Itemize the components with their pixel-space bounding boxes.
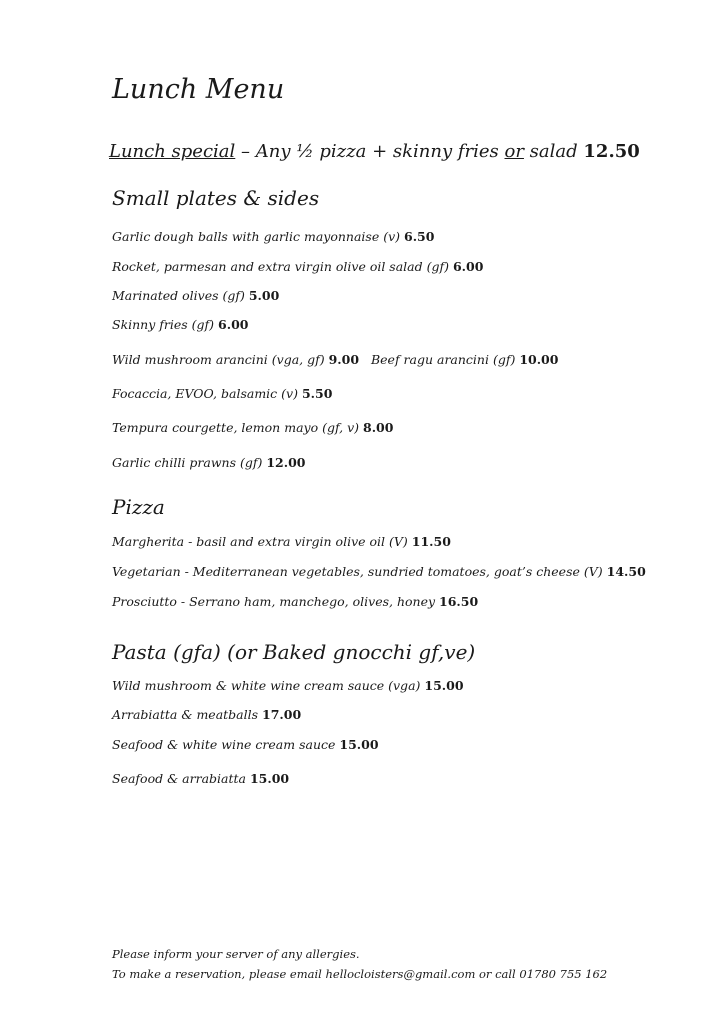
item-price: 11.50 (411, 534, 451, 549)
menu-item (112, 771, 289, 786)
section-heading-pasta: Pasta (gfa) (or Baked gnocchi gf,ve) (112, 640, 476, 664)
item-price: 6.50 (404, 229, 435, 244)
item-price: 16.50 (439, 594, 479, 609)
item-price: 15.00 (339, 737, 379, 752)
item-price: 6.00 (218, 317, 249, 332)
menu-item (112, 259, 483, 274)
lunch-special-rest: salad (523, 141, 584, 162)
item-price: 15.00 (424, 678, 464, 693)
item-name: Focaccia, EVOO, balsamic (v) (112, 386, 302, 401)
item-price: 9.00 (328, 352, 360, 367)
footer-allergy-note: Please inform your server of any allergies. (112, 947, 360, 961)
footer-reservation-note: To make a reservation, please email hellocloisters@gmail.com or call 01780 755 162 (112, 967, 608, 981)
item-name: Arrabiatta & meatballs (112, 707, 263, 722)
item-name: Wild mushroom arancini (vga, gf) (112, 352, 329, 367)
item-price: 5.00 (248, 288, 280, 303)
footer (112, 944, 607, 984)
menu-item (112, 288, 279, 303)
section-heading-pizza: Pizza (112, 495, 165, 519)
item-name: Wild mushroom & white wine cream sauce (vga) (112, 678, 425, 693)
lunch-special-desc: – Any ½ pizza + skinny fries (235, 141, 505, 162)
item-price: 5.50 (301, 386, 333, 401)
item-price: 8.00 (363, 420, 394, 435)
item-price: 6.00 (452, 259, 484, 274)
lunch-special-or: or (504, 141, 524, 162)
menu-item (112, 420, 393, 435)
item-name: Seafood & arrabiatta (112, 771, 250, 786)
item-price: 14.50 (606, 564, 646, 579)
item-name: Margherita - basil and extra virgin olive oil (V) (112, 534, 412, 549)
menu-item (112, 317, 248, 332)
lunch-special (109, 141, 640, 162)
lunch-special-price: 12.50 (583, 141, 640, 162)
menu-item (112, 455, 305, 470)
item-name: Vegetarian - Mediterranean vegetables, sundried tomatoes, goat’s cheese (V) (112, 564, 607, 579)
item-price: 12.00 (266, 455, 306, 470)
menu-item (112, 737, 379, 752)
item-name: Beef ragu arancini (gf) (370, 352, 520, 367)
item-name: Skinny fries (gf) (112, 317, 219, 332)
menu-item (112, 352, 558, 367)
item-price: 17.00 (262, 707, 302, 722)
item-price: 10.00 (519, 352, 559, 367)
page-title: Lunch Menu (112, 74, 285, 105)
menu-item (112, 707, 301, 722)
section-heading-small-plates: Small plates & sides (112, 186, 320, 210)
lunch-special-label: Lunch special (109, 141, 236, 162)
item-price: 15.00 (249, 771, 290, 786)
item-name: Seafood & white wine cream sauce (112, 737, 340, 752)
menu-item (112, 564, 646, 579)
item-name: Tempura courgette, lemon mayo (gf, v) (112, 420, 363, 435)
menu-item (112, 229, 434, 244)
item-name: Rocket, parmesan and extra virgin olive oil salad (gf) (112, 259, 453, 274)
menu-item (112, 534, 451, 549)
item-name: Prosciutto - Serrano ham, manchego, olives, honey (112, 594, 440, 609)
menu-item (112, 678, 464, 693)
menu-item (112, 594, 478, 609)
item-name: Marinated olives (gf) (112, 288, 249, 303)
item-name: Garlic dough balls with garlic mayonnaise (v) (112, 229, 404, 244)
item-name: Garlic chilli prawns (gf) (112, 455, 267, 470)
menu-item (112, 386, 332, 401)
